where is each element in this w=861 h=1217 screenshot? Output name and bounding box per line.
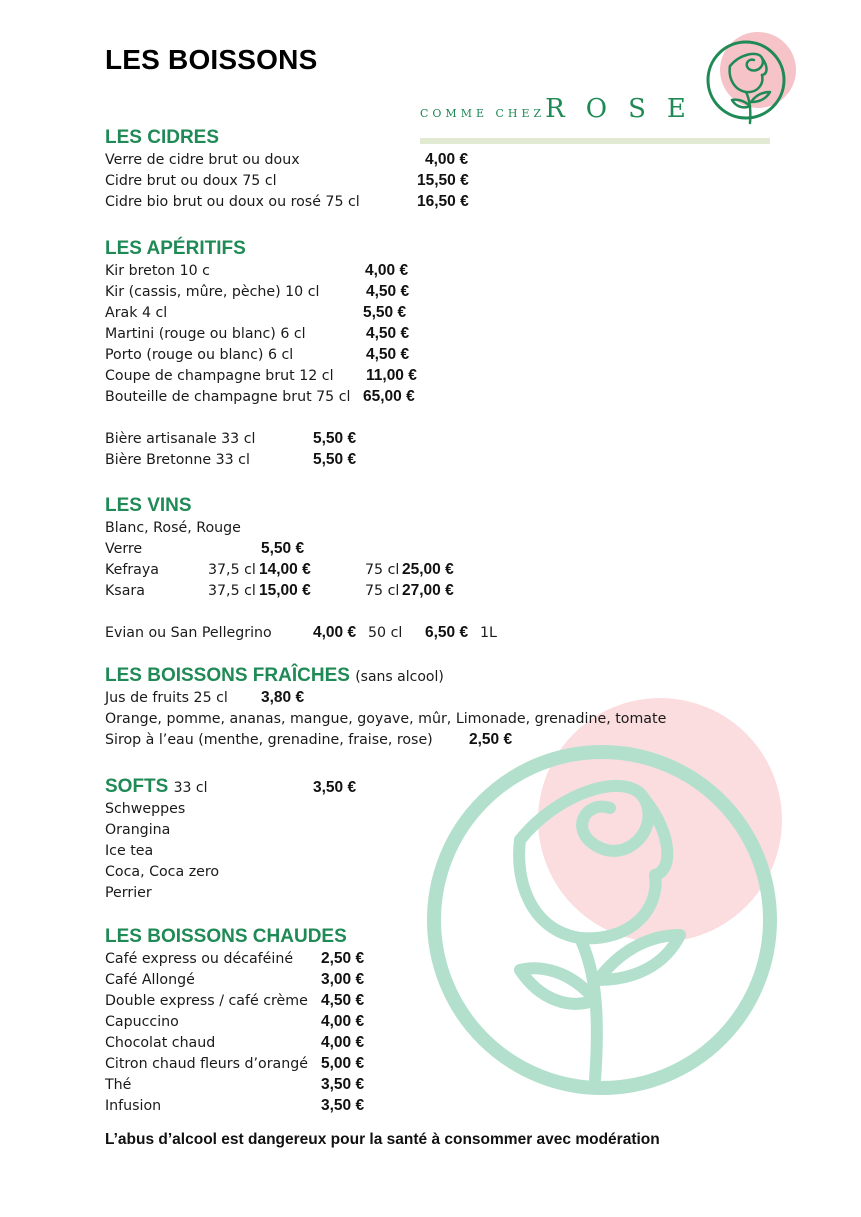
list-item-price: 4,50 € [321,992,365,1009]
list-item-label: Chocolat chaud [105,1035,216,1051]
page-title: LES BOISSONS [105,44,318,75]
list-item-label: Verre [105,541,143,557]
list-item-label: Verre de cidre brut ou doux [105,152,300,168]
list-item-price: 27,00 € [402,582,454,599]
section-heading-note: 33 cl [173,780,208,796]
list-item-price: 5,50 € [363,304,407,321]
section-heading-chaudes: LES BOISSONS CHAUDES [105,926,347,947]
water-size: 1L [480,625,497,641]
rose-logo-icon [706,28,796,133]
list-item-label: Thé [105,1077,132,1093]
list-item-label: Jus de fruits 25 cl [105,690,228,706]
list-item-price: 16,50 € [417,193,469,210]
list-item-label: Kefraya [105,562,159,578]
list-item-price: 4,50 € [366,346,410,363]
list-item-label: Café express ou décaféiné [105,951,294,967]
logo [420,28,800,148]
list-item-price: 5,00 € [321,1055,365,1072]
section-heading-softs-text: SOFTS [105,776,169,797]
list-item-price: 65,00 € [363,388,415,405]
list-item-price: 4,50 € [366,283,410,300]
list-item-price: 3,50 € [321,1076,365,1093]
list-item-label: Citron chaud fleurs d’orangé [105,1056,308,1072]
list-item-price: 15,00 € [259,582,311,599]
section-heading-vins: LES VINS [105,495,192,516]
logo-big-text: ROSE [545,94,707,124]
list-item-price: 4,50 € [366,325,410,342]
list-item: Schweppes [105,801,186,817]
list-item-price: 14,00 € [259,561,311,578]
list-item-price: 6,50 € [425,624,469,641]
water-size: 50 cl [368,625,403,641]
list-item-label: Cidre brut ou doux 75 cl [105,173,277,189]
list-item-label: Ksara [105,583,145,599]
wine-size: 37,5 cl [208,562,256,578]
wine-size: 75 cl [365,583,400,599]
list-item: Coca, Coca zero [105,864,220,880]
list-item-label: Double express / café crème [105,993,308,1009]
list-item-label: Capuccino [105,1014,179,1030]
list-item: Perrier [105,885,152,901]
list-item-price: 2,50 € [321,950,365,967]
list-item-label: Porto (rouge ou blanc) 6 cl [105,347,294,363]
juice-flavors-text: Orange, pomme, ananas, mangue, goyave, mûr, Limonade, grenadine, tomate [105,711,667,727]
list-item-label: Kir breton 10 c [105,263,210,279]
section-heading-fraiches [105,664,444,689]
section-heading-fraiches-text: LES BOISSONS FRAÎCHES [105,665,350,686]
wine-size: 37,5 cl [208,583,256,599]
alcohol-warning: L’abus d’alcool est dangereux pour la santé à consommer avec modération [105,1131,660,1148]
list-item-price: 3,50 € [313,779,357,796]
list-item-price: 11,00 € [366,367,417,384]
list-item-label: Kir (cassis, mûre, pèche) 10 cl [105,284,320,300]
list-item-label: Evian ou San Pellegrino [105,625,272,641]
list-item-label: Infusion [105,1098,162,1114]
section-heading-cidres: LES CIDRES [105,127,220,148]
list-item-price: 4,00 € [321,1034,365,1051]
list-item-price: 5,50 € [313,430,357,447]
list-item-price: 25,00 € [402,561,454,578]
wine-colors-text: Blanc, Rosé, Rouge [105,520,241,536]
list-item: Orangina [105,822,171,838]
list-item-price: 5,50 € [261,540,305,557]
list-item-price: 3,00 € [321,971,365,988]
list-item-label: Bière artisanale 33 cl [105,431,256,447]
list-item-price: 3,80 € [261,689,305,706]
section-heading-note: (sans alcool) [355,669,444,685]
list-item-price: 4,00 € [321,1013,365,1030]
list-item-label: Cidre bio brut ou doux ou rosé 75 cl [105,194,360,210]
list-item-price: 4,00 € [313,624,357,641]
list-item-price: 3,50 € [321,1097,365,1114]
list-item-price: 4,00 € [365,262,409,279]
list-item-price: 15,50 € [417,172,469,189]
wine-size: 75 cl [365,562,400,578]
list-item-label: Bière Bretonne 33 cl [105,452,250,468]
list-item-label: Sirop à l’eau (menthe, grenadine, fraise, rose) [105,732,433,748]
section-heading-softs [105,775,207,800]
list-item-label: Coupe de champagne brut 12 cl [105,368,334,384]
list-item: Ice tea [105,843,154,859]
section-heading-aperitifs: LES APÉRITIFS [105,238,246,259]
list-item-label: Martini (rouge ou blanc) 6 cl [105,326,306,342]
logo-bar [420,138,770,144]
list-item-label: Bouteille de champagne brut 75 cl [105,389,351,405]
logo-small-text: COMME CHEZ [420,107,546,120]
list-item-price: 4,00 € [425,151,469,168]
list-item-label: Café Allongé [105,972,195,988]
list-item-label: Arak 4 cl [105,305,168,321]
list-item-price: 2,50 € [469,731,513,748]
list-item-price: 5,50 € [313,451,357,468]
